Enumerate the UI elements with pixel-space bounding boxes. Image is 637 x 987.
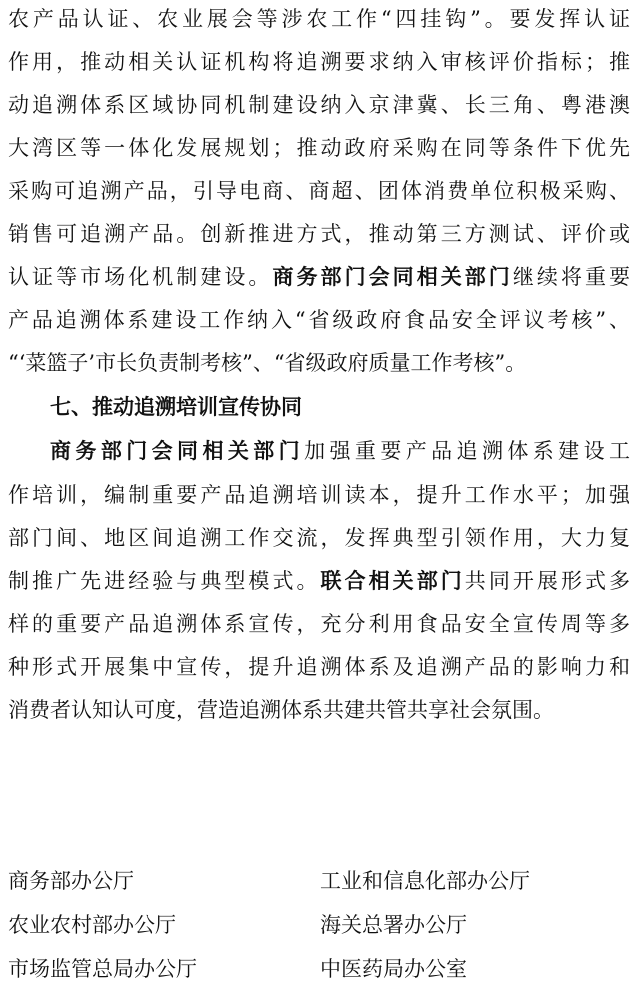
paragraph-line: 作培训，编制重要产品追溯培训读本，提升工作水平；加强 [8,483,630,507]
paragraph-line [8,262,630,292]
paragraph-line: 样的重要产品追溯体系宣传，充分利用食品安全宣传周等多 [8,612,630,636]
paragraph-line [50,436,630,466]
paragraph-text: 继续将重要 [512,265,630,289]
paragraph-line: 部门间、地区间追溯工作交流，发挥典型引领作用，大力复 [8,526,630,550]
signatory-right: 工业和信息化部办公厅 [320,869,530,893]
paragraph-text: 认证等市场化机制建设。 [8,265,273,289]
paragraph-text: 加强重要产品追溯体系建设工 [304,439,630,463]
paragraph-line: 动追溯体系区域协同机制建设纳入京津冀、长三角、粤港澳 [8,93,630,117]
paragraph-line: 农产品认证、农业展会等涉农工作“四挂钩”。要发挥认证 [8,7,630,31]
paragraph-line: 采购可追溯产品，引导电商、商超、团体消费单位积极采购、 [8,179,630,203]
paragraph-text: 共同开展形式多 [464,569,630,593]
paragraph-line: 大湾区等一体化发展规划；推动政府采购在同等条件下优先 [8,136,630,160]
signatory-right: 中医药局办公室 [320,957,467,981]
signatory-right: 海关总署办公厅 [320,913,467,937]
paragraph-line [8,566,630,596]
signatory-left: 商务部办公厅 [8,869,134,893]
paragraph-line: 产品追溯体系建设工作纳入“省级政府食品安全评议考核”、 [8,308,630,332]
section-heading: 七、推动追溯培训宣传协同 [50,394,302,419]
paragraph-line: 作用，推动相关认证机构将追溯要求纳入审核评价指标；推 [8,50,630,74]
signatory-left: 市场监管总局办公厅 [8,957,197,981]
paragraph-line: 种形式开展集中宣传，提升追溯体系及追溯产品的影响力和 [8,655,630,679]
paragraph-line: 销售可追溯产品。创新推进方式，推动第三方测试、评价或 [8,222,630,246]
paragraph-text: 制推广先进经验与典型模式。 [8,569,321,593]
paragraph-line: “‘菜篮子’市长负责制考核”、“省级政府质量工作考核”。 [8,351,527,375]
bold-department-phrase: 商务部门会同相关部门 [50,438,305,463]
paragraph-line: 消费者认知认可度，营造追溯体系共建共管共享社会氛围。 [8,698,554,722]
bold-department-phrase: 联合相关部门 [320,568,465,593]
bold-department-phrase: 商务部门会同相关部门 [272,264,513,289]
signatory-left: 农业农村部办公厅 [8,913,176,937]
